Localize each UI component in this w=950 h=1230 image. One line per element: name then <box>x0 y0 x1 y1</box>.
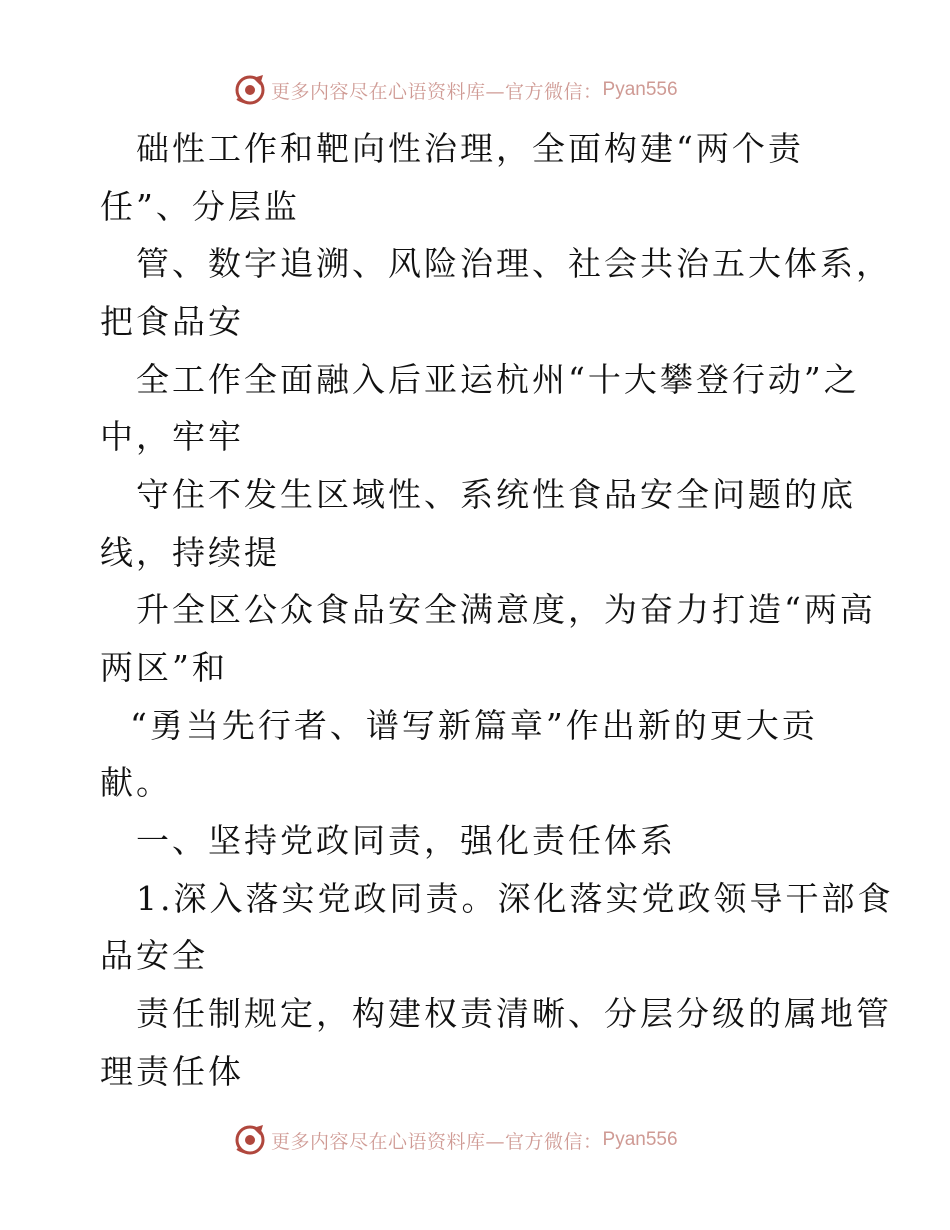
watermark-account: Pyan556 <box>602 1129 678 1150</box>
text-line: “勇当先行者、谱写新篇章”作出新的更大贡 <box>130 706 818 745</box>
text-line: 理责任体 <box>100 1052 244 1091</box>
text-line: 两区”和 <box>100 648 228 687</box>
section-heading: 一、坚持党政同责，强化责任体系 <box>136 821 676 860</box>
text-line: 础性工作和靶向性治理，全面构建“两个责 <box>136 129 804 168</box>
text-line: 1.深入落实党政同责。深化落实党政领导干部食 <box>136 879 894 918</box>
text-line: 中，牢牢 <box>100 417 244 456</box>
text-line: 责任制规定，构建权责清晰、分层分级的属地管 <box>136 994 892 1033</box>
text-line: 任”、分层监 <box>100 187 300 226</box>
text-line: 线，持续提 <box>100 533 280 572</box>
text-line: 献。 <box>100 763 172 802</box>
text-line: 把食品安 <box>100 302 244 341</box>
text-line: 管、数字追溯、风险治理、社会共治五大体系， <box>136 244 892 283</box>
text-line: 升全区公众食品安全满意度，为奋力打造“两高 <box>136 590 876 629</box>
watermark-text: 更多内容尽在心语资料库—官方微信： <box>271 1130 603 1153</box>
text-line: 全工作全面融入后亚运杭州“十大攀登行动”之 <box>136 360 860 399</box>
watermark-text: 更多内容尽在心语资料库—官方微信： <box>271 80 603 103</box>
text-line: 守住不发生区域性、系统性食品安全问题的底 <box>136 475 856 514</box>
circle-pen-logo-icon <box>233 1123 267 1157</box>
text-line: 品安全 <box>100 936 208 975</box>
watermark-account: Pyan556 <box>602 79 678 100</box>
footer-watermark <box>233 1122 678 1158</box>
